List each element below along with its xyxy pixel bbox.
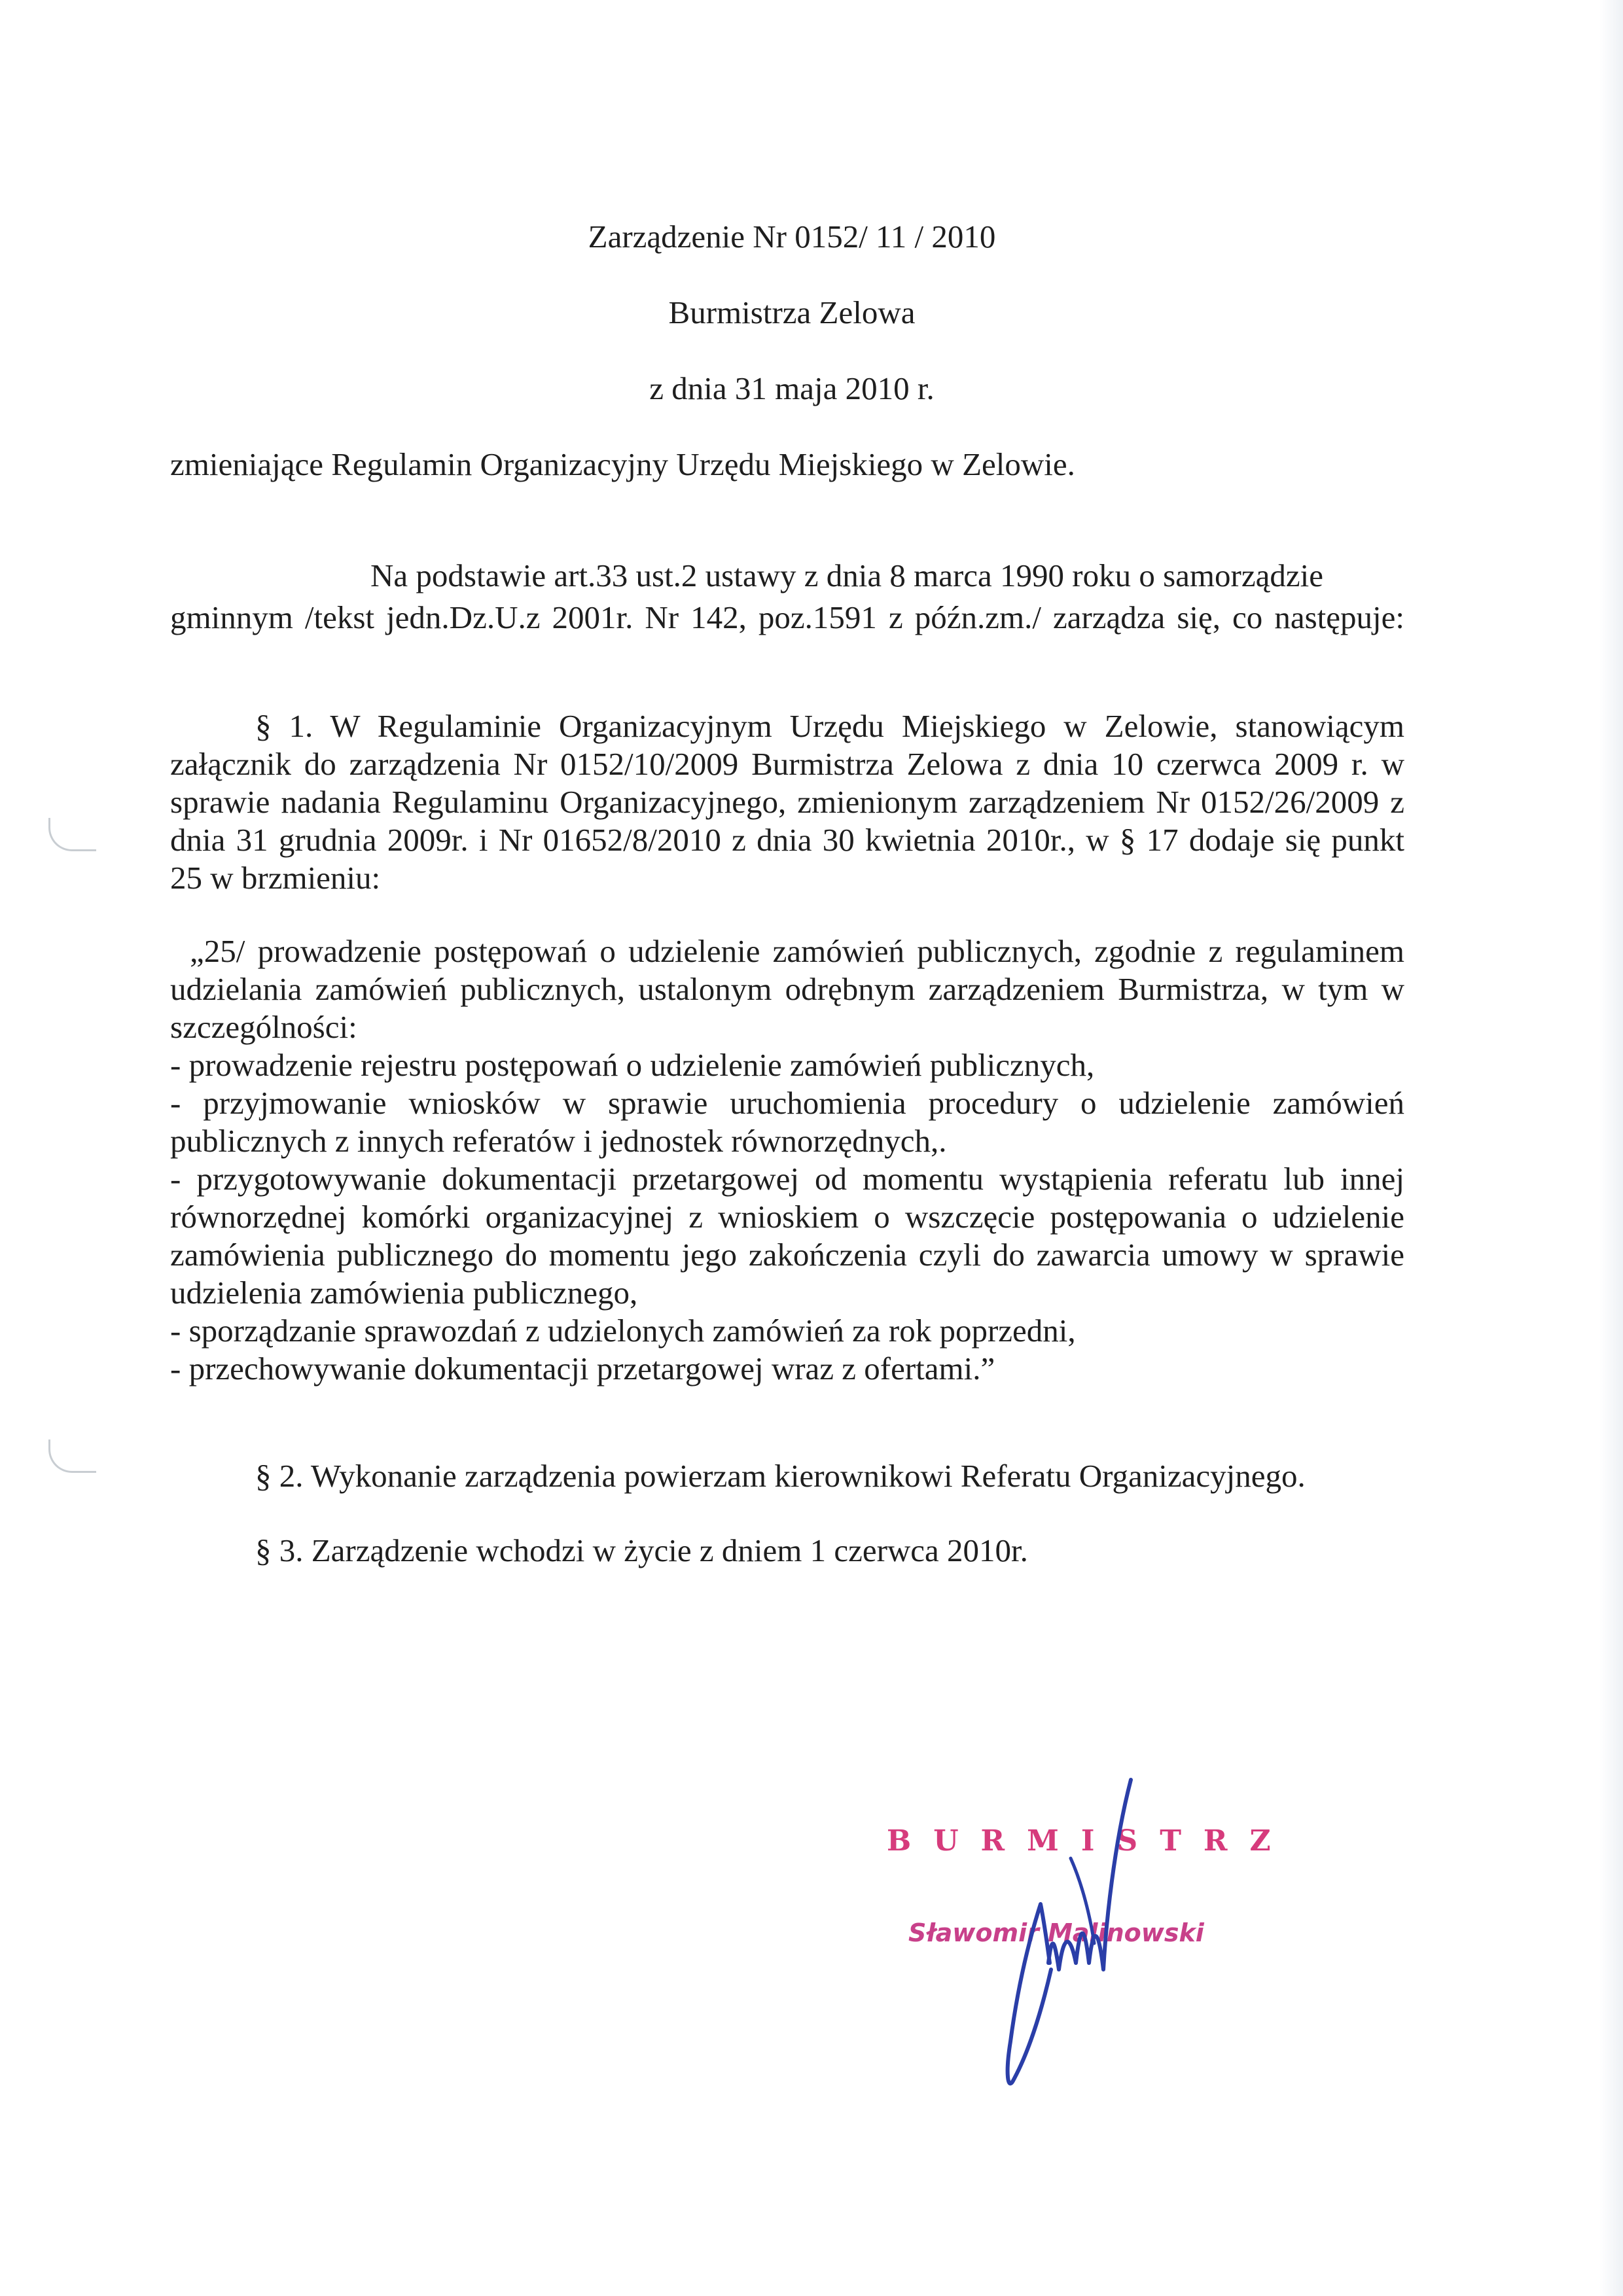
quote-line: - przyjmowanie wniosków w sprawie uruchomienia procedury o udzielenie zamówień	[170, 1085, 1404, 1121]
section-1-line: 25 w brzmieniu:	[170, 860, 381, 896]
scan-edge-shadow	[1599, 0, 1623, 2296]
quote-line: - sporządzanie sprawozdań z udzielonych zamówień za rok poprzedni,	[170, 1313, 1076, 1349]
handwritten-signature	[942, 1767, 1139, 2094]
document-title: Zarządzenie Nr 0152/ 11 / 2010	[588, 219, 996, 255]
quote-line: - prowadzenie rejestru postępowań o udzielenie zamówień publicznych,	[170, 1047, 1095, 1083]
section-2-line: § 2. Wykonanie zarządzenia powierzam kierownikowi Referatu Organizacyjnego.	[255, 1458, 1306, 1494]
section-1-line: § 1. W Regulaminie Organizacyjnym Urzędu Miejskiego w Zelowie, stanowiącym	[255, 708, 1404, 744]
quote-line: zamówienia publicznego do momentu jego zakończenia czyli do zawarcia umowy w sprawie	[170, 1237, 1404, 1273]
stamp-title: BURMISTRZ	[887, 1824, 1293, 1858]
quote-line: udzielenia zamówienia publicznego,	[170, 1275, 638, 1311]
preamble-line: gminnym /tekst jedn.Dz.U.z 2001r. Nr 142, poz.1591 z późn.zm./ zarządza się, co następuje:	[170, 599, 1404, 635]
quote-line: „25/ prowadzenie postępowań o udzielenie zamówień publicznych, zgodnie z regulaminem	[190, 933, 1404, 969]
quote-line: - przygotowywanie dokumentacji przetargowej od momentu wystąpienia referatu lub innej	[170, 1161, 1404, 1197]
quote-line: - przechowywanie dokumentacji przetargowej wraz z ofertami.”	[170, 1351, 995, 1386]
subject-line: zmieniające Regulamin Organizacyjny Urzędu Miejskiego w Zelowie.	[170, 446, 1075, 482]
quote-line: szczególności:	[170, 1009, 357, 1045]
issuer-line: Burmistrza Zelowa	[668, 294, 916, 330]
date-line: z dnia 31 maja 2010 r.	[649, 370, 935, 406]
section-1-line: załącznik do zarządzenia Nr 0152/10/2009 Burmistrza Zelowa z dnia 10 czerwca 2009 r. w	[170, 746, 1404, 782]
section-1-line: sprawie nadania Regulaminu Organizacyjnego, zmienionym zarządzeniem Nr 0152/26/2009 z	[170, 784, 1404, 820]
section-1-line: dnia 31 grudnia 2009r. i Nr 01652/8/2010 z dnia 30 kwietnia 2010r., w § 17 dodaje się punkt	[170, 822, 1404, 858]
preamble-line: Na podstawie art.33 ust.2 ustawy z dnia 8 marca 1990 roku o samorządzie	[370, 557, 1323, 593]
section-3-line: § 3. Zarządzenie wchodzi w życie z dniem 1 czerwca 2010r.	[255, 1532, 1028, 1568]
quote-line: udzielania zamówień publicznych, ustalonym odrębnym zarządzeniem Burmistrza, w tym w	[170, 971, 1404, 1007]
stamp-name: Sławomir Malinowski	[908, 1918, 1204, 1947]
quote-line: równorzędnej komórki organizacyjnej z wnioskiem o wszczęcie postępowania o udzielenie	[170, 1199, 1404, 1235]
quote-line: publicznych z innych referatów i jednostek równorzędnych,.	[170, 1123, 947, 1159]
punch-hole-mark	[48, 1439, 96, 1473]
punch-hole-mark	[48, 818, 96, 851]
